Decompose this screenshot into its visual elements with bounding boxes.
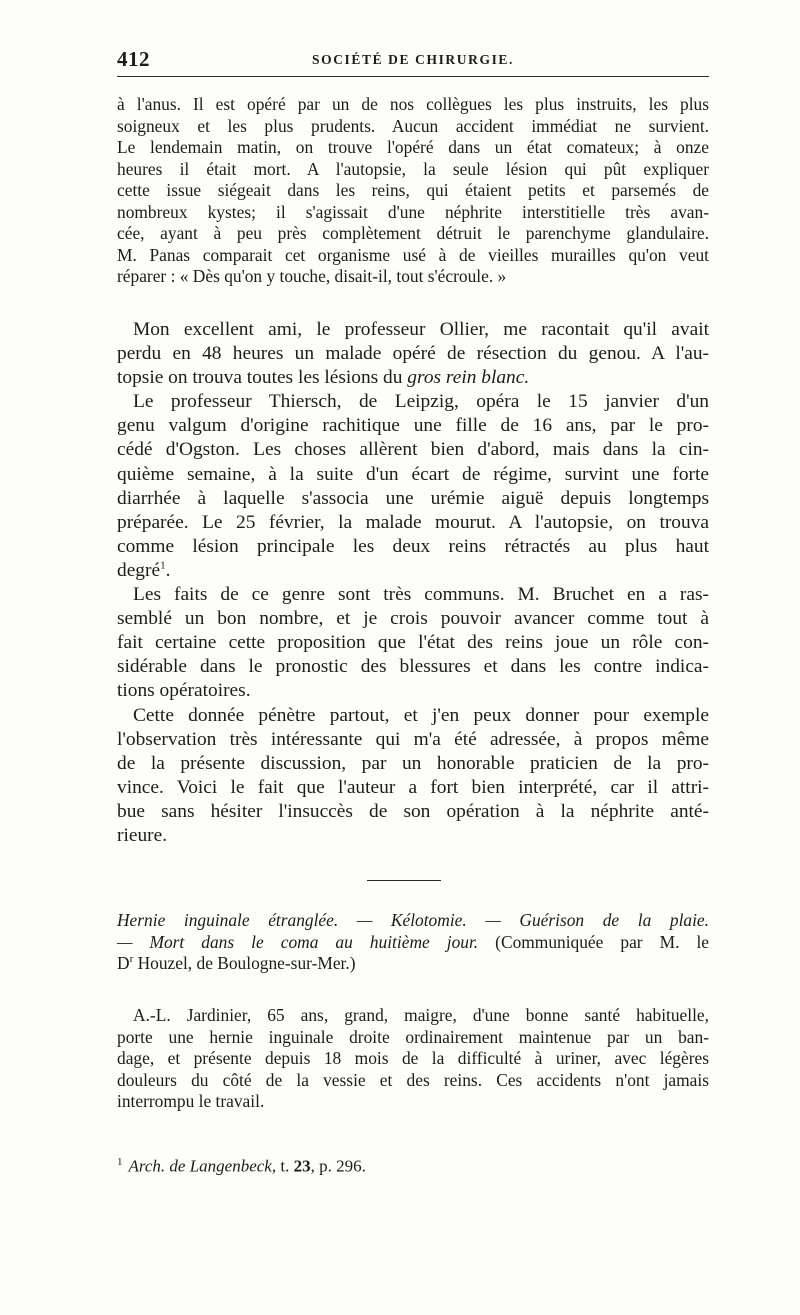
paragraph-continuation: [117, 94, 709, 288]
footnote: [117, 1152, 709, 1177]
page-header: [117, 47, 709, 71]
text-line: heures il était mort. A l'autopsie, la seule lésion qui pût expliquer: [117, 158, 709, 179]
case-title: [117, 910, 709, 975]
running-title: SOCIÉTÉ DE CHIRURGIE.: [311, 52, 514, 67]
text-line: vince. Voici le fait que l'auteur a fort bien interprété, car il attri-: [117, 776, 709, 798]
text-line: à l'anus. Il est opéré par un de nos collègues les plus instruits, les plus: [117, 94, 709, 114]
text-line: préparée. Le 25 février, la malade mourut. A l'autopsie, on trouva: [117, 511, 709, 533]
footnote-source: Arch. de Langenbeck,: [128, 1156, 277, 1176]
text-run: .: [165, 559, 171, 581]
text-line: semblé un bon nombre, et je crois pouvoir avancer comme tout à: [117, 608, 709, 630]
text-line: cette issue siégeait dans les reins, qui étaient petits et parsemés de: [117, 180, 709, 200]
text-line: cédé d'Ogston. Les choses allèrent bien d'abord, mais dans la cin-: [117, 439, 709, 461]
text-run: , p. 296.: [310, 1156, 366, 1176]
italic-phrase: — Mort dans le coma au huitième jour.: [117, 931, 479, 952]
text-line: dage, et présente depuis 18 mois de la difficulté à uriner, avec légères: [117, 1048, 709, 1068]
text-line: de la présente discussion, par un honorable praticien de la pro-: [117, 752, 709, 774]
text-line: nombreux kystes; il s'agissait d'une néphrite interstitielle très avan-: [117, 201, 709, 222]
text-line: rieure.: [117, 824, 168, 846]
footnote-reference[interactable]: 1: [160, 559, 166, 572]
text-line: M. Panas comparait cet organisme usé à de vieilles murailles qu'on veut: [117, 244, 709, 265]
text-run: D: [117, 953, 130, 973]
text-line: [117, 953, 709, 975]
text-line: réparer : « Dès qu'on y touche, disait-il, tout s'écroule. »: [117, 266, 507, 286]
text-line: [117, 366, 709, 390]
text-line: [117, 932, 709, 954]
text-line: quième semaine, à la suite d'un écart de régime, survint une forte: [117, 463, 709, 485]
page-number: 412: [117, 47, 150, 71]
footnote-mark: 1: [117, 1156, 123, 1168]
italic-phrase: Hernie inguinale étranglée. — Kélotomie. — Guérison de la plaie.: [117, 910, 709, 930]
header-rule: [117, 76, 709, 77]
text-line: A.-L. Jardinier, 65 ans, grand, maigre, d'une bonne santé habituelle,: [133, 1005, 709, 1025]
section-separator: [367, 880, 441, 881]
text-line: Le professeur Thiersch, de Leipzig, opéra le 15 janvier d'un: [133, 391, 709, 413]
text-line: porte une hernie inguinale droite ordinairement maintenue par un ban-: [117, 1026, 709, 1047]
text-line: l'observation très intéressante qui m'a été adressée, à propos même: [117, 728, 709, 750]
text-line: Cette donnée pénètre partout, et j'en peux donner pour exemple: [133, 704, 709, 726]
text-line: perdu en 48 heures un malade opéré de résection du genou. A l'au-: [117, 343, 709, 365]
text-line: fait certaine cette proposition que l'état des reins joue un rôle con-: [117, 632, 709, 654]
text-line: [117, 910, 709, 932]
text-line: [117, 559, 709, 583]
case-body: [117, 1005, 709, 1113]
text-line: Le lendemain matin, on trouve l'opéré dans un état comateux; à onze: [117, 137, 709, 157]
text-run: (Communiquée par M. le: [478, 931, 709, 952]
text-line: genu valgum d'origine rachitique une fille de 16 ans, par le pro-: [117, 415, 709, 437]
text-line: cée, ayant à peu près complètement détruit le parenchyme glandulaire.: [117, 223, 709, 243]
text-run: Houzel, de Boulogne-sur-Mer.): [133, 953, 356, 973]
text-line: diarrhée à laquelle s'associa une urémie aiguë depuis longtemps: [117, 487, 709, 509]
text-run: topsie on trouva toutes les lésions du: [117, 367, 408, 389]
body-text: [117, 318, 709, 848]
text-line: comme lésion principale les deux reins rétractés au plus haut: [117, 535, 709, 557]
footnote-volume: 23: [293, 1156, 311, 1176]
text-run: degré: [117, 559, 161, 581]
text-line: bue sans hésiter l'insuccès de son opération à la néphrite anté-: [117, 800, 709, 822]
text-line: Mon excellent ami, le professeur Ollier, me racontait qu'il avait: [133, 319, 709, 340]
text-line: sidérable dans le pronostic des blessures et dans les contre indica-: [117, 656, 709, 678]
text-line: douleurs du côté de la vessie et des reins. Ces accidents n'ont jamais: [117, 1069, 709, 1090]
text-line: interrompu le travail.: [117, 1091, 265, 1111]
superscript: r: [129, 953, 134, 966]
text-line: Les faits de ce genre sont très communs. M. Bruchet en a ras-: [133, 584, 709, 606]
text-line: soigneux et les plus prudents. Aucun accident immédiat ne survient.: [117, 115, 709, 136]
text-line: tions opératoires.: [117, 680, 251, 702]
text-run: t.: [276, 1156, 294, 1176]
italic-phrase: gros rein blanc.: [407, 367, 530, 389]
